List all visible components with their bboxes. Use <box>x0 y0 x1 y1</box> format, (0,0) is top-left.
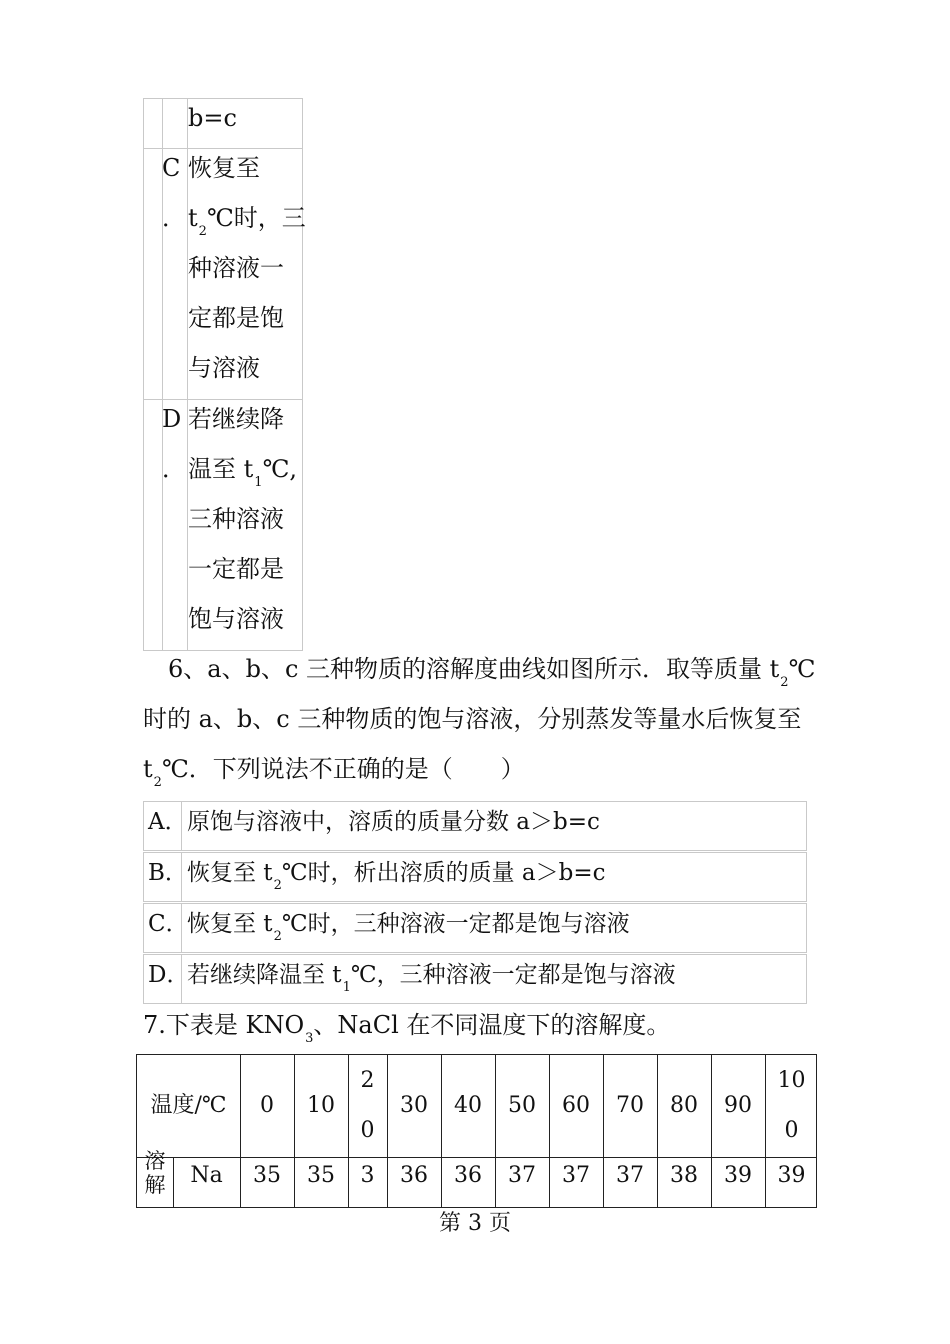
temp-cell: 10 0 <box>777 1068 806 1143</box>
option-c-text: 恢复至 $t_2℃$时，三种溶液一定都是饱与溶液 <box>187 911 630 944</box>
option-a-text: 原饱与溶液中，溶质的质量分数 a＞b=c <box>187 809 600 835</box>
temp-cell: 80 <box>670 1093 698 1118</box>
solubility-value: 39 <box>777 1163 806 1188</box>
option-d-letter-2: D． <box>148 962 190 988</box>
q6-line-3: $t_2℃$．下列说法不正确的是（ ） <box>143 755 525 790</box>
option-c-line-4: 定都是饱 <box>188 304 284 332</box>
solubility-value: 35 <box>307 1163 335 1188</box>
option-c-letter-2: C． <box>148 911 189 937</box>
temp-cell: 50 <box>508 1093 536 1118</box>
q6-line-2: 时的 a、b、c 三种物质的饱与溶液，分别蒸发等量水后恢复至 <box>143 705 802 733</box>
option-c-line-1: 恢复至 <box>188 154 260 182</box>
solubility-value: 36 <box>454 1163 482 1188</box>
solubility-value: 36 <box>400 1163 428 1188</box>
option-d-dot: ． <box>162 455 186 483</box>
temp-cell: 2 0 <box>360 1068 375 1143</box>
solubility-value: 3 <box>360 1163 375 1188</box>
option-d-line-3: 三种溶液 <box>188 505 284 533</box>
option-c-line-3: 种溶液一 <box>188 254 284 282</box>
temp-cell: 10 <box>307 1093 335 1118</box>
option-b-row <box>143 852 807 902</box>
solubility-value: 35 <box>253 1163 281 1188</box>
option-d-row <box>143 954 807 1004</box>
temp-cell: 90 <box>724 1093 752 1118</box>
solubility-value: 37 <box>508 1163 536 1188</box>
option-d-line-5: 饱与溶液 <box>188 605 284 633</box>
option-d-text: 若继续降温至 $t_1℃$，三种溶液一定都是饱与溶液 <box>187 962 676 995</box>
option-b-letter: B． <box>148 860 188 886</box>
option-b-tail: b=c <box>188 104 237 132</box>
option-d-letter: D <box>162 405 182 433</box>
option-c-line-5: 与溶液 <box>188 354 260 382</box>
option-d-line-4: 一定都是 <box>188 555 284 583</box>
temp-cell: 60 <box>562 1093 590 1118</box>
option-c-dot: ． <box>162 204 186 232</box>
solubility-row-label: 溶 解 <box>144 1149 166 1197</box>
q6-options-table <box>143 801 807 1007</box>
option-c-letter: C <box>162 154 181 182</box>
page-number: 第 3 页 <box>439 1211 511 1236</box>
solubility-value: 38 <box>670 1163 698 1188</box>
solubility-value: 39 <box>724 1163 752 1188</box>
option-d-line-2: 温至 $t_1℃$, <box>188 455 298 490</box>
temp-header-label: 温度/℃ <box>150 1093 227 1118</box>
temp-cell: 0 <box>260 1093 274 1118</box>
temp-cell: 40 <box>454 1093 482 1118</box>
option-b-text: 恢复至 $t_2℃$时，析出溶质的质量 a＞b=c <box>187 860 606 893</box>
temp-cell: 30 <box>400 1093 428 1118</box>
q7-text: 7.下表是 $KNO_3$、NaCl 在不同温度下的溶解度。 <box>143 1011 671 1046</box>
option-c-line-2: $t_2℃$时，三 <box>188 204 306 239</box>
substance-name: Na <box>190 1163 223 1188</box>
solubility-table <box>136 1054 817 1208</box>
solubility-value: 37 <box>562 1163 590 1188</box>
q6-line-1: 6、a、b、c 三种物质的溶解度曲线如图所示．取等质量 $t_2℃$ <box>168 655 816 690</box>
option-a-letter: A． <box>148 809 188 835</box>
solubility-value: 37 <box>616 1163 644 1188</box>
option-d-line-1: 若继续降 <box>188 405 284 433</box>
option-a-row <box>143 801 807 851</box>
option-c-row <box>143 903 807 953</box>
temp-cell: 70 <box>616 1093 644 1118</box>
